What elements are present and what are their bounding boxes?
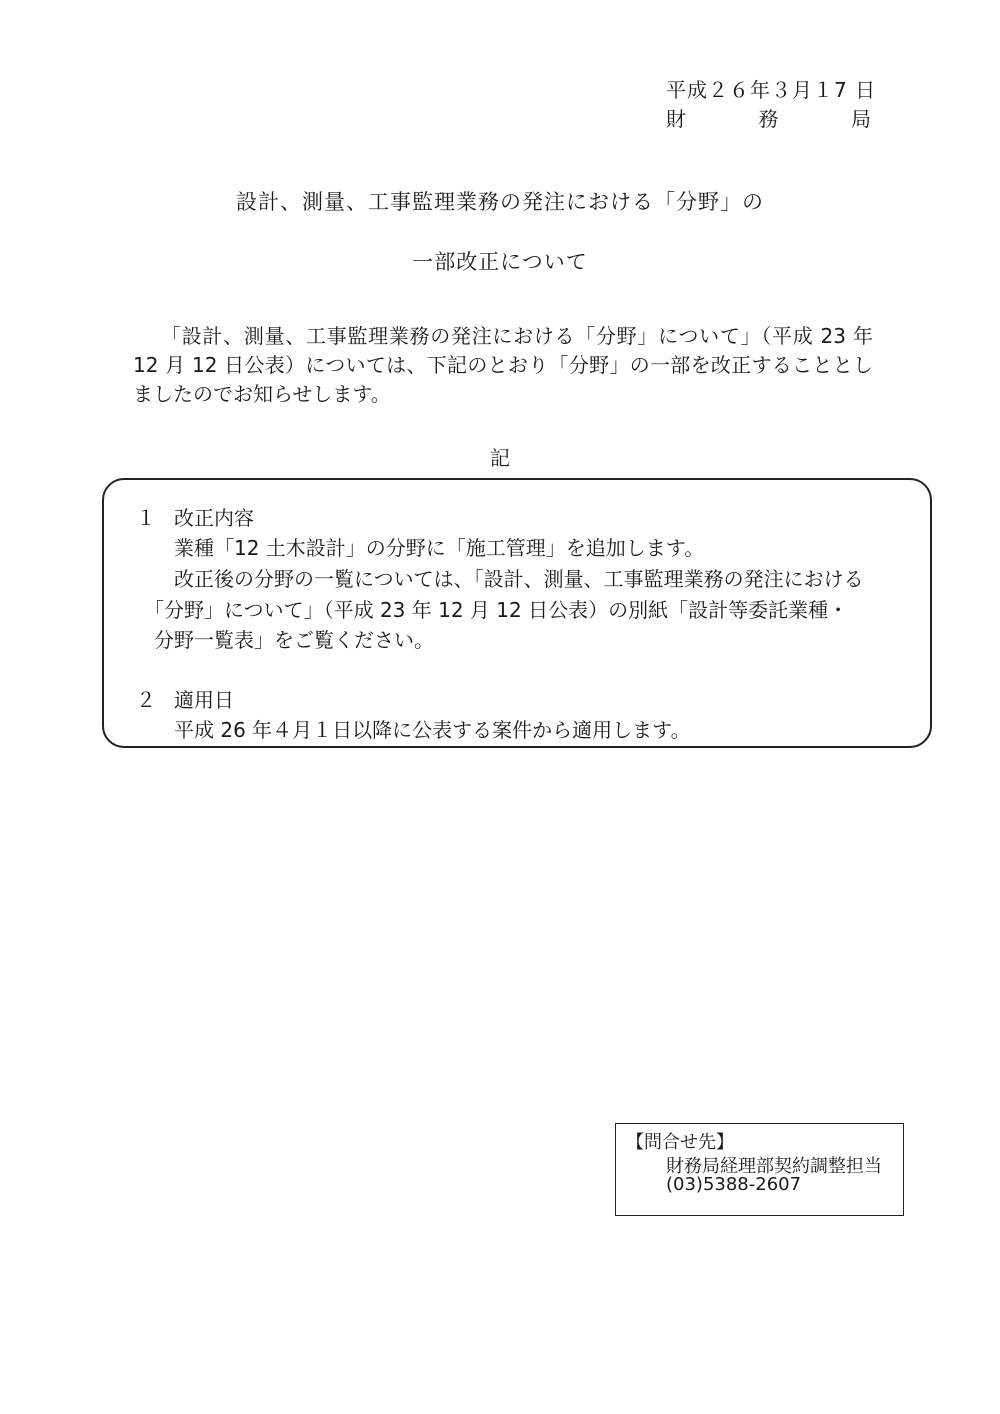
item1-number: １ [136, 506, 156, 530]
dept-char: 務 [758, 107, 779, 131]
intro-line: 12 月 12 日公表）については、下記のとおり「分野」の一部を改正することとし [133, 353, 873, 377]
item1-heading: 改正内容 [174, 506, 254, 530]
document-title-line1: 設計、測量、工事監理業務の発注における「分野」の [236, 190, 764, 214]
dept-char: 局 [851, 107, 871, 131]
contact-department: 財務局経理部契約調整担当 [666, 1156, 882, 1177]
document-title-line2: 一部改正について [412, 250, 588, 274]
item1-text: 業種「12 土木設計」の分野に「施工管理」を追加します。 [174, 536, 705, 560]
intro-line: 「設計、測量、工事監理業務の発注における「分野」について」（平成 23 年 [161, 324, 873, 348]
item1-text: 「分野」について」（平成 23 年 12 月 12 日公表）の別紙「設計等委託業種・ [144, 598, 849, 622]
contact-phone: (03)5388-2607 [666, 1174, 802, 1195]
item2-text: 平成 26 年４月１日以降に公表する案件から適用します。 [174, 718, 691, 742]
intro-paragraph [133, 322, 873, 409]
contact-heading: 【問合せ先】 [626, 1132, 734, 1153]
item1-text: 分野一覧表」をご覧ください。 [154, 628, 434, 652]
contact-box [615, 1123, 904, 1216]
item1-text: 改正後の分野の一覧については、「設計、測量、工事監理業務の発注における [174, 567, 864, 591]
item2-heading: 適用日 [174, 688, 234, 712]
document-date: 平成２６年３月１7 日 [666, 78, 877, 102]
notice-box [102, 478, 932, 748]
issuing-department [666, 103, 871, 132]
dept-char: 財 [666, 107, 686, 131]
item2-number: ２ [136, 688, 156, 712]
intro-line: ましたのでお知らせします。 [133, 382, 391, 406]
ki-heading: 記 [490, 446, 510, 470]
